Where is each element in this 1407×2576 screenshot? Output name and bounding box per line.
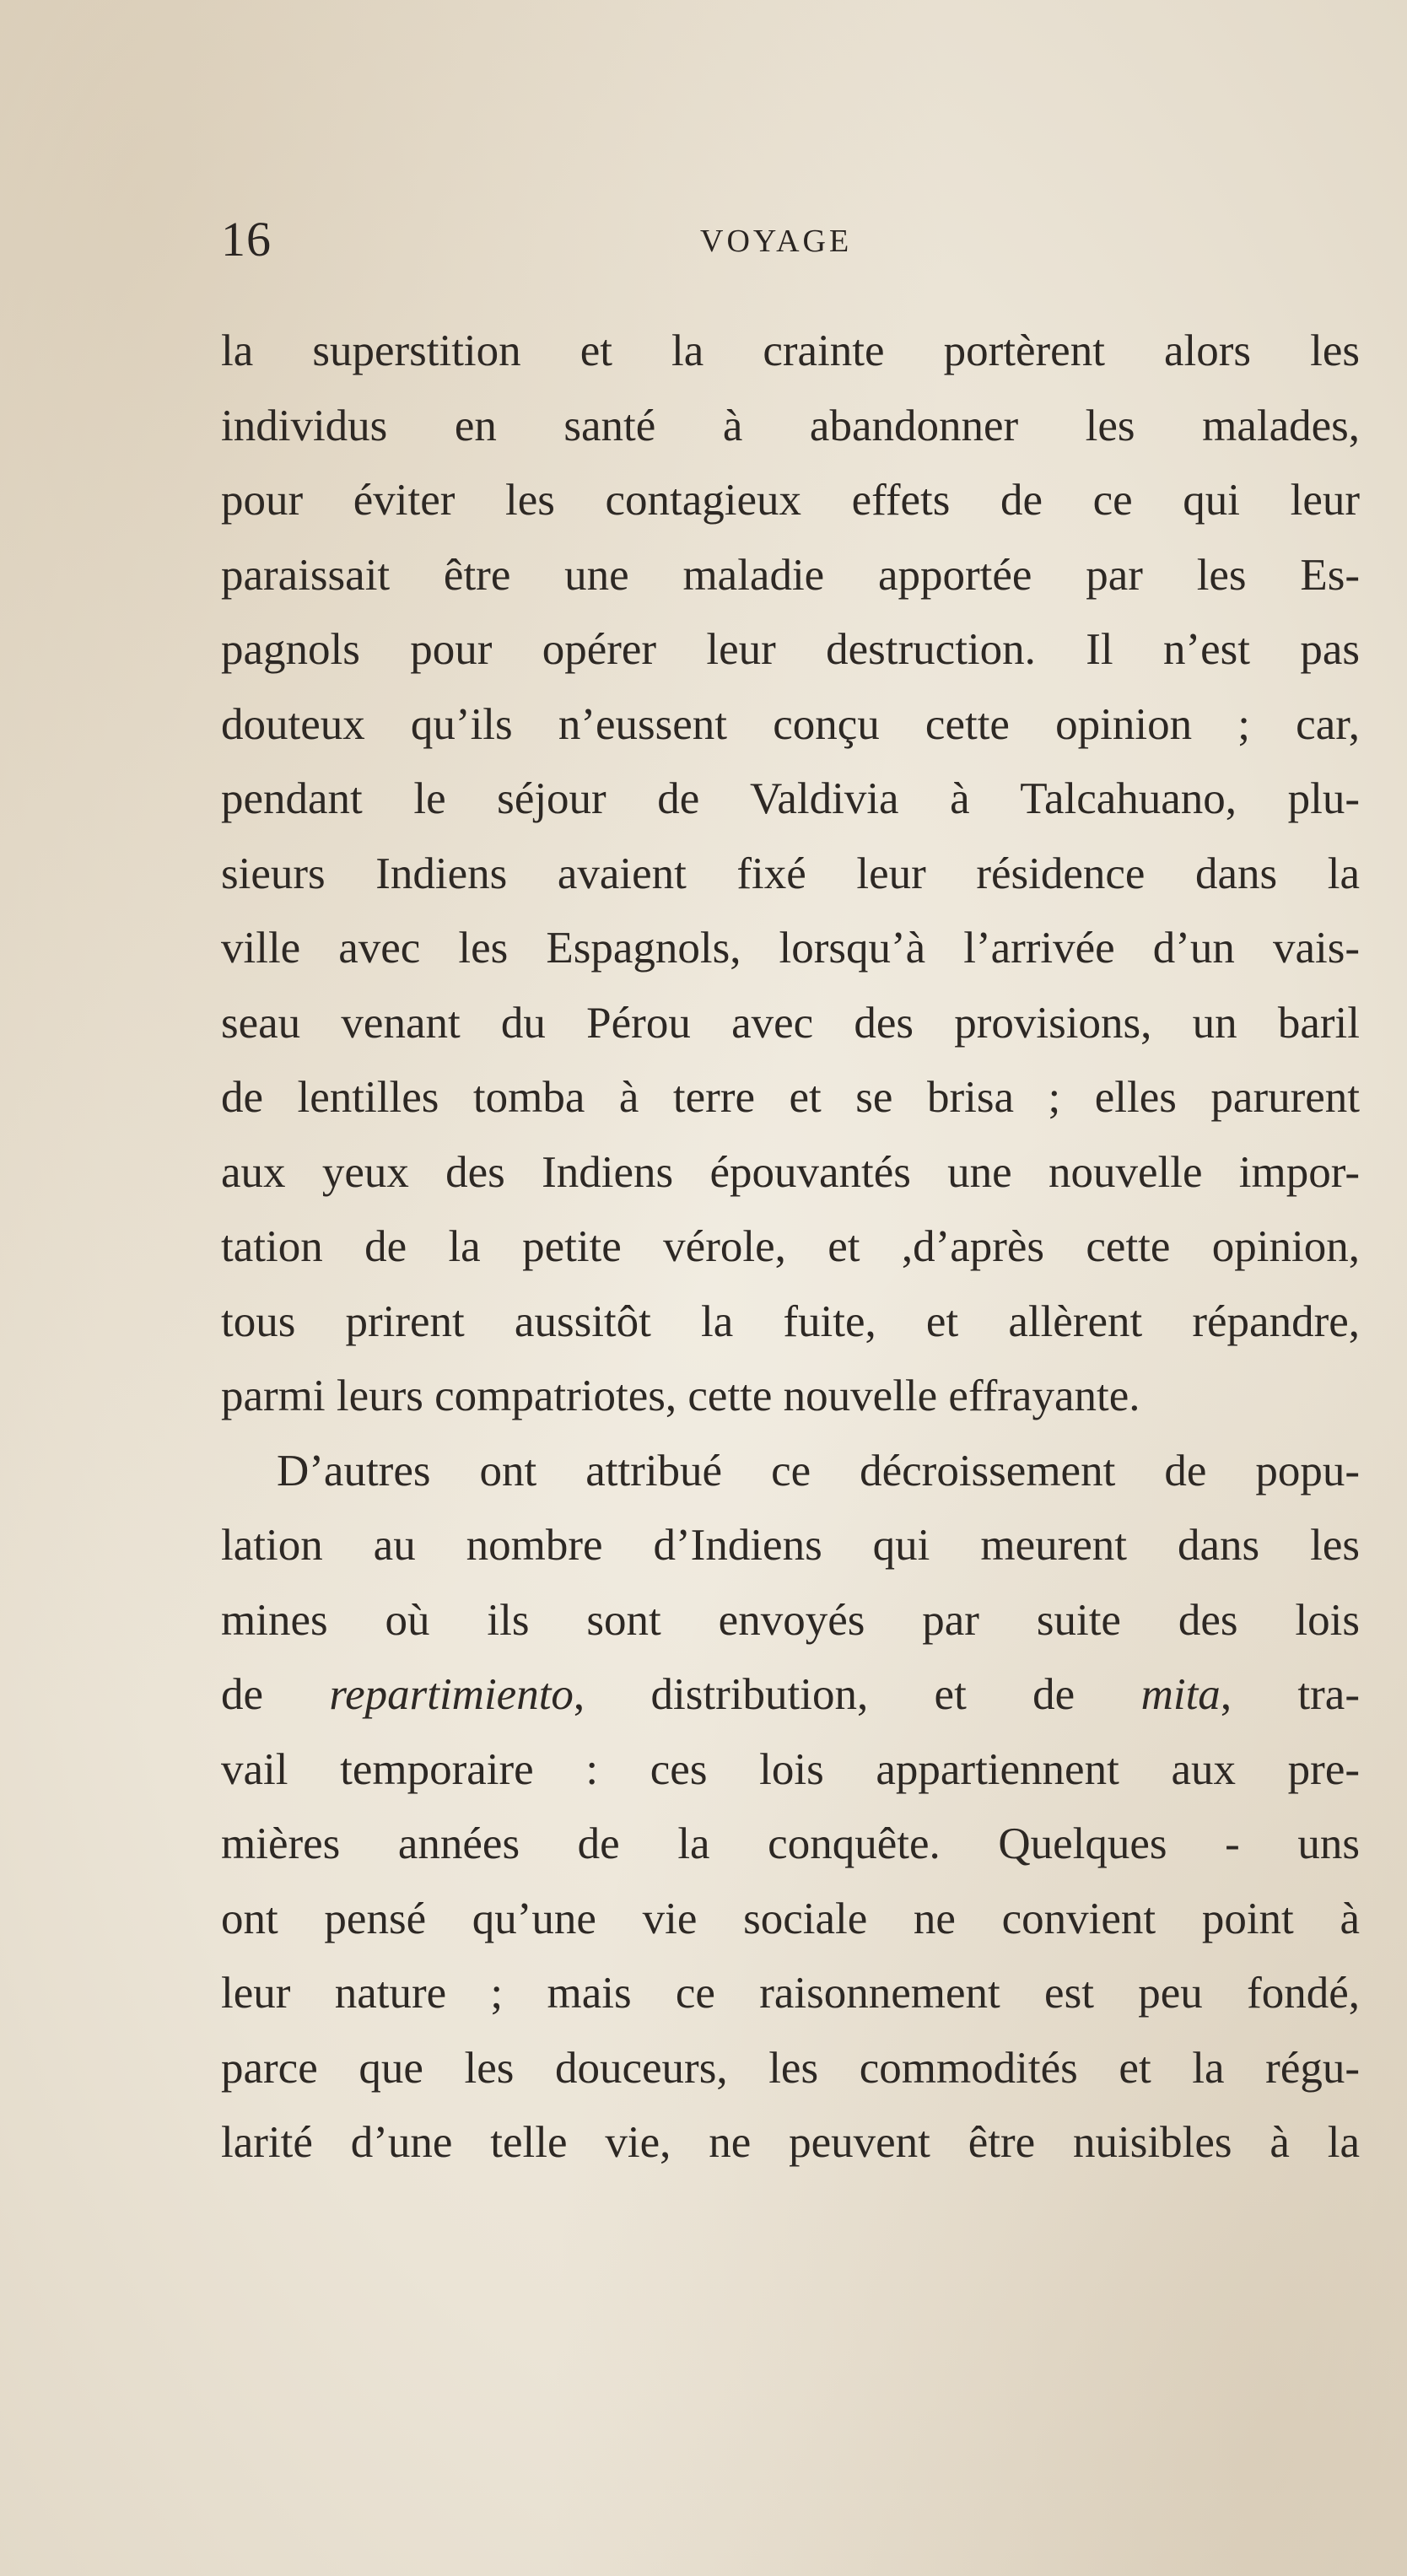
text-line: ont pensé qu’une vie sociale ne convient point à bbox=[221, 1894, 1360, 1943]
paragraph-1 bbox=[221, 314, 1360, 1434]
paragraph-2 bbox=[221, 1434, 1360, 2180]
text-line: douteux qu’ils n’eussent conçu cette opinion ; car, bbox=[221, 699, 1360, 749]
text-line: sieurs Indiens avaient fixé leur résidence dans la bbox=[221, 849, 1360, 898]
text-line: pendant le séjour de Valdivia à Talcahuano, plu- bbox=[221, 774, 1360, 823]
text-line: seau venant du Pérou avec des provisions, un baril bbox=[221, 998, 1360, 1048]
italic-term-repartimiento: repartimiento bbox=[329, 1670, 574, 1719]
text-line: tous prirent aussitôt la fuite, et allèrent répandre, bbox=[221, 1296, 1360, 1346]
text-line: parce que les douceurs, les commodités et la régu- bbox=[221, 2043, 1360, 2093]
text-run: de bbox=[221, 1670, 330, 1719]
text-line: parmi leurs compatriotes, cette nouvelle effrayante. bbox=[221, 1372, 1140, 1420]
text-line: larité d’une telle vie, ne peuvent être nuisibles à la bbox=[221, 2118, 1360, 2167]
italic-term-mita: mita bbox=[1140, 1670, 1221, 1719]
text-line: la superstition et la crainte portèrent alors les bbox=[221, 326, 1360, 375]
text-run: , tra- bbox=[1220, 1670, 1360, 1719]
text-line: leur nature ; mais ce raisonnement est peu fondé, bbox=[221, 1969, 1360, 2018]
body-text bbox=[221, 314, 1360, 2180]
text-line: aux yeux des Indiens épouvantés une nouvelle impor- bbox=[221, 1147, 1360, 1197]
text-line: vail temporaire : ces lois appartiennent aux pre- bbox=[221, 1744, 1360, 1794]
text-line: mines où ils sont envoyés par suite des lois bbox=[221, 1595, 1360, 1645]
page-number: 16 bbox=[221, 212, 272, 267]
text-line: pagnols pour opérer leur destruction. Il n’est pas bbox=[221, 625, 1360, 674]
text-line: tation de la petite vérole, et ,d’après cette opinion, bbox=[221, 1222, 1360, 1271]
running-head bbox=[221, 211, 1360, 278]
text-line: individus en santé à abandonner les malades, bbox=[221, 401, 1360, 450]
text-run: , distribution, et de bbox=[573, 1670, 1141, 1719]
text-line: ville avec les Espagnols, lorsqu’à l’arrivée d’un vais- bbox=[221, 924, 1360, 973]
text-line: de lentilles tomba à terre et se brisa ; elles parurent bbox=[221, 1073, 1360, 1122]
text-line-with-italics bbox=[221, 1657, 1360, 1733]
text-line: lation au nombre d’Indiens qui meurent dans les bbox=[221, 1521, 1360, 1570]
text-line: paraissait être une maladie apportée par les Es- bbox=[221, 550, 1360, 600]
text-line: D’autres ont attribué ce décroissement de popu- bbox=[277, 1446, 1360, 1495]
text-line: pour éviter les contagieux effets de ce qui leur bbox=[221, 476, 1360, 525]
running-title: VOYAGE bbox=[700, 224, 853, 259]
text-line: mières années de la conquête. Quelques - uns bbox=[221, 1819, 1360, 1868]
